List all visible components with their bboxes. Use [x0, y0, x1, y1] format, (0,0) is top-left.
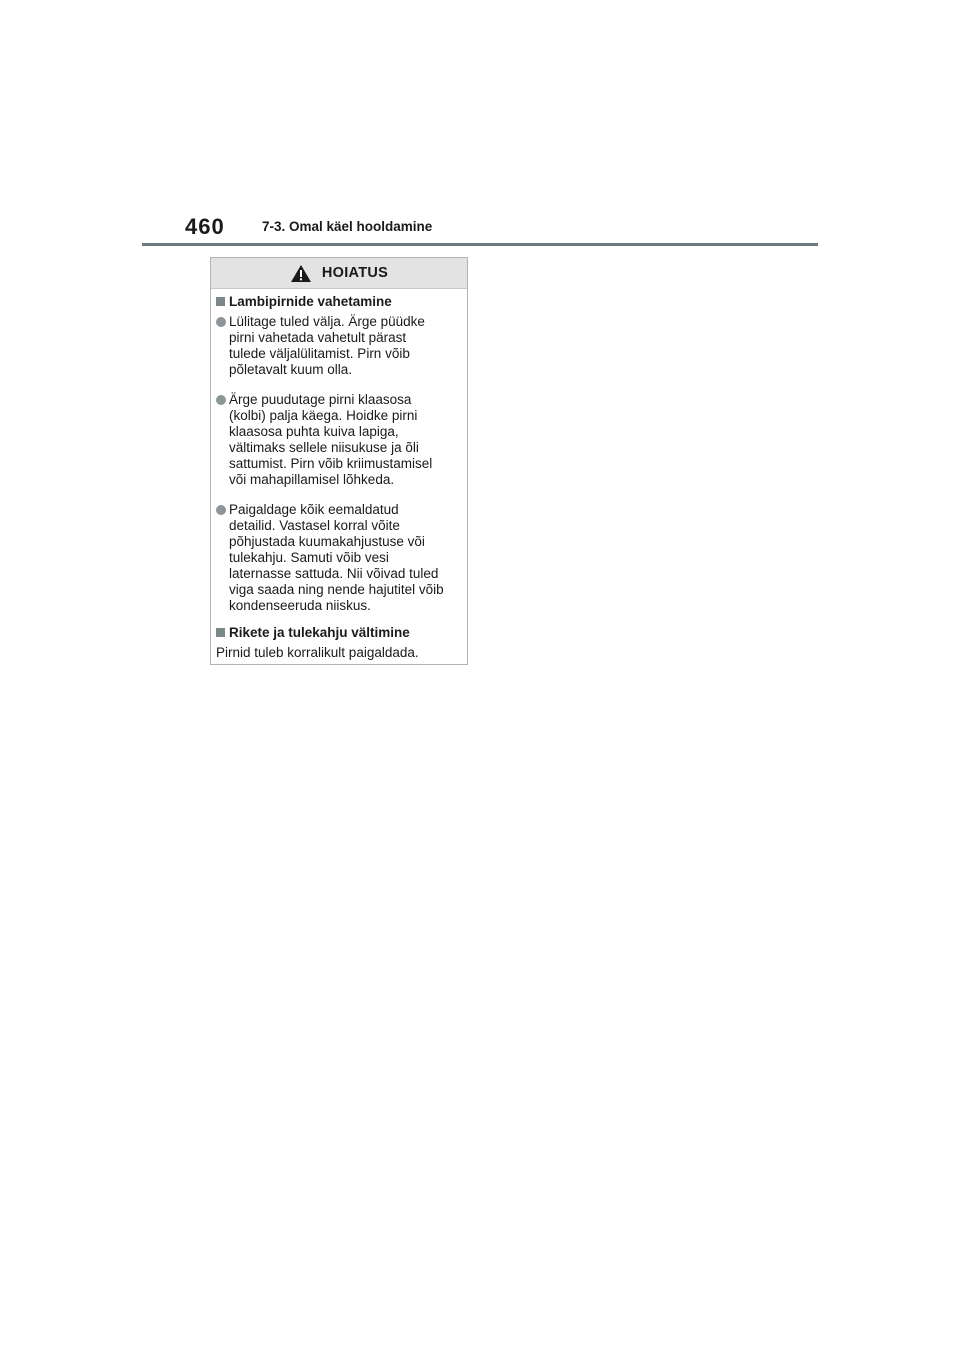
warning-body: [211, 289, 467, 661]
section-title: 7-3. Omal käel hooldamine: [262, 219, 433, 234]
square-bullet-icon: [216, 297, 225, 306]
list-item: [216, 314, 461, 378]
section-heading-bulb-replacement: [216, 293, 461, 310]
warning-header: [211, 258, 467, 289]
warning-triangle-icon: [290, 264, 312, 283]
header-divider: [142, 243, 818, 246]
list-item-text: Paigaldage kõik eemaldatud detailid. Vastasel korral võite põhjustada kuumakahjustuse või tulekahju. Samuti võib vesi laternasse sattuda. Nii võivad tuled viga saada ning nende hajutitel võib kondenseeruda niiskus.: [229, 502, 444, 613]
list-item-text: Ärge puudutage pirni klaasosa (kolbi) palja käega. Hoidke pirni klaasosa puhta kuiva lapiga, vältimaks sellele niisukuse ja õli sattumist. Pirn võib kriimustamisel või mahapillamisel lõhkeda.: [229, 392, 433, 487]
list-item: [216, 502, 461, 614]
bullet-dot-icon: [216, 395, 226, 405]
section-text: Pirnid tuleb korralikult paigaldada.: [216, 645, 419, 660]
bullet-dot-icon: [216, 317, 226, 327]
warning-box: [210, 257, 468, 665]
warning-title: HOIATUS: [321, 265, 389, 281]
page-number: 460: [185, 214, 225, 239]
section-heading-fire-prevention: [216, 624, 461, 641]
section-heading-text: Lambipirnide vahetamine: [229, 294, 392, 309]
section-heading-text: Rikete ja tulekahju vältimine: [229, 625, 410, 640]
bullet-dot-icon: [216, 505, 226, 515]
list-item: [216, 392, 461, 488]
list-item-text: Lülitage tuled välja. Ärge püüdke pirni vahetada vahetult pärast tulede väljalülitamist. Pirn võib põletavalt kuum olla.: [229, 314, 425, 377]
square-bullet-icon: [216, 628, 225, 637]
